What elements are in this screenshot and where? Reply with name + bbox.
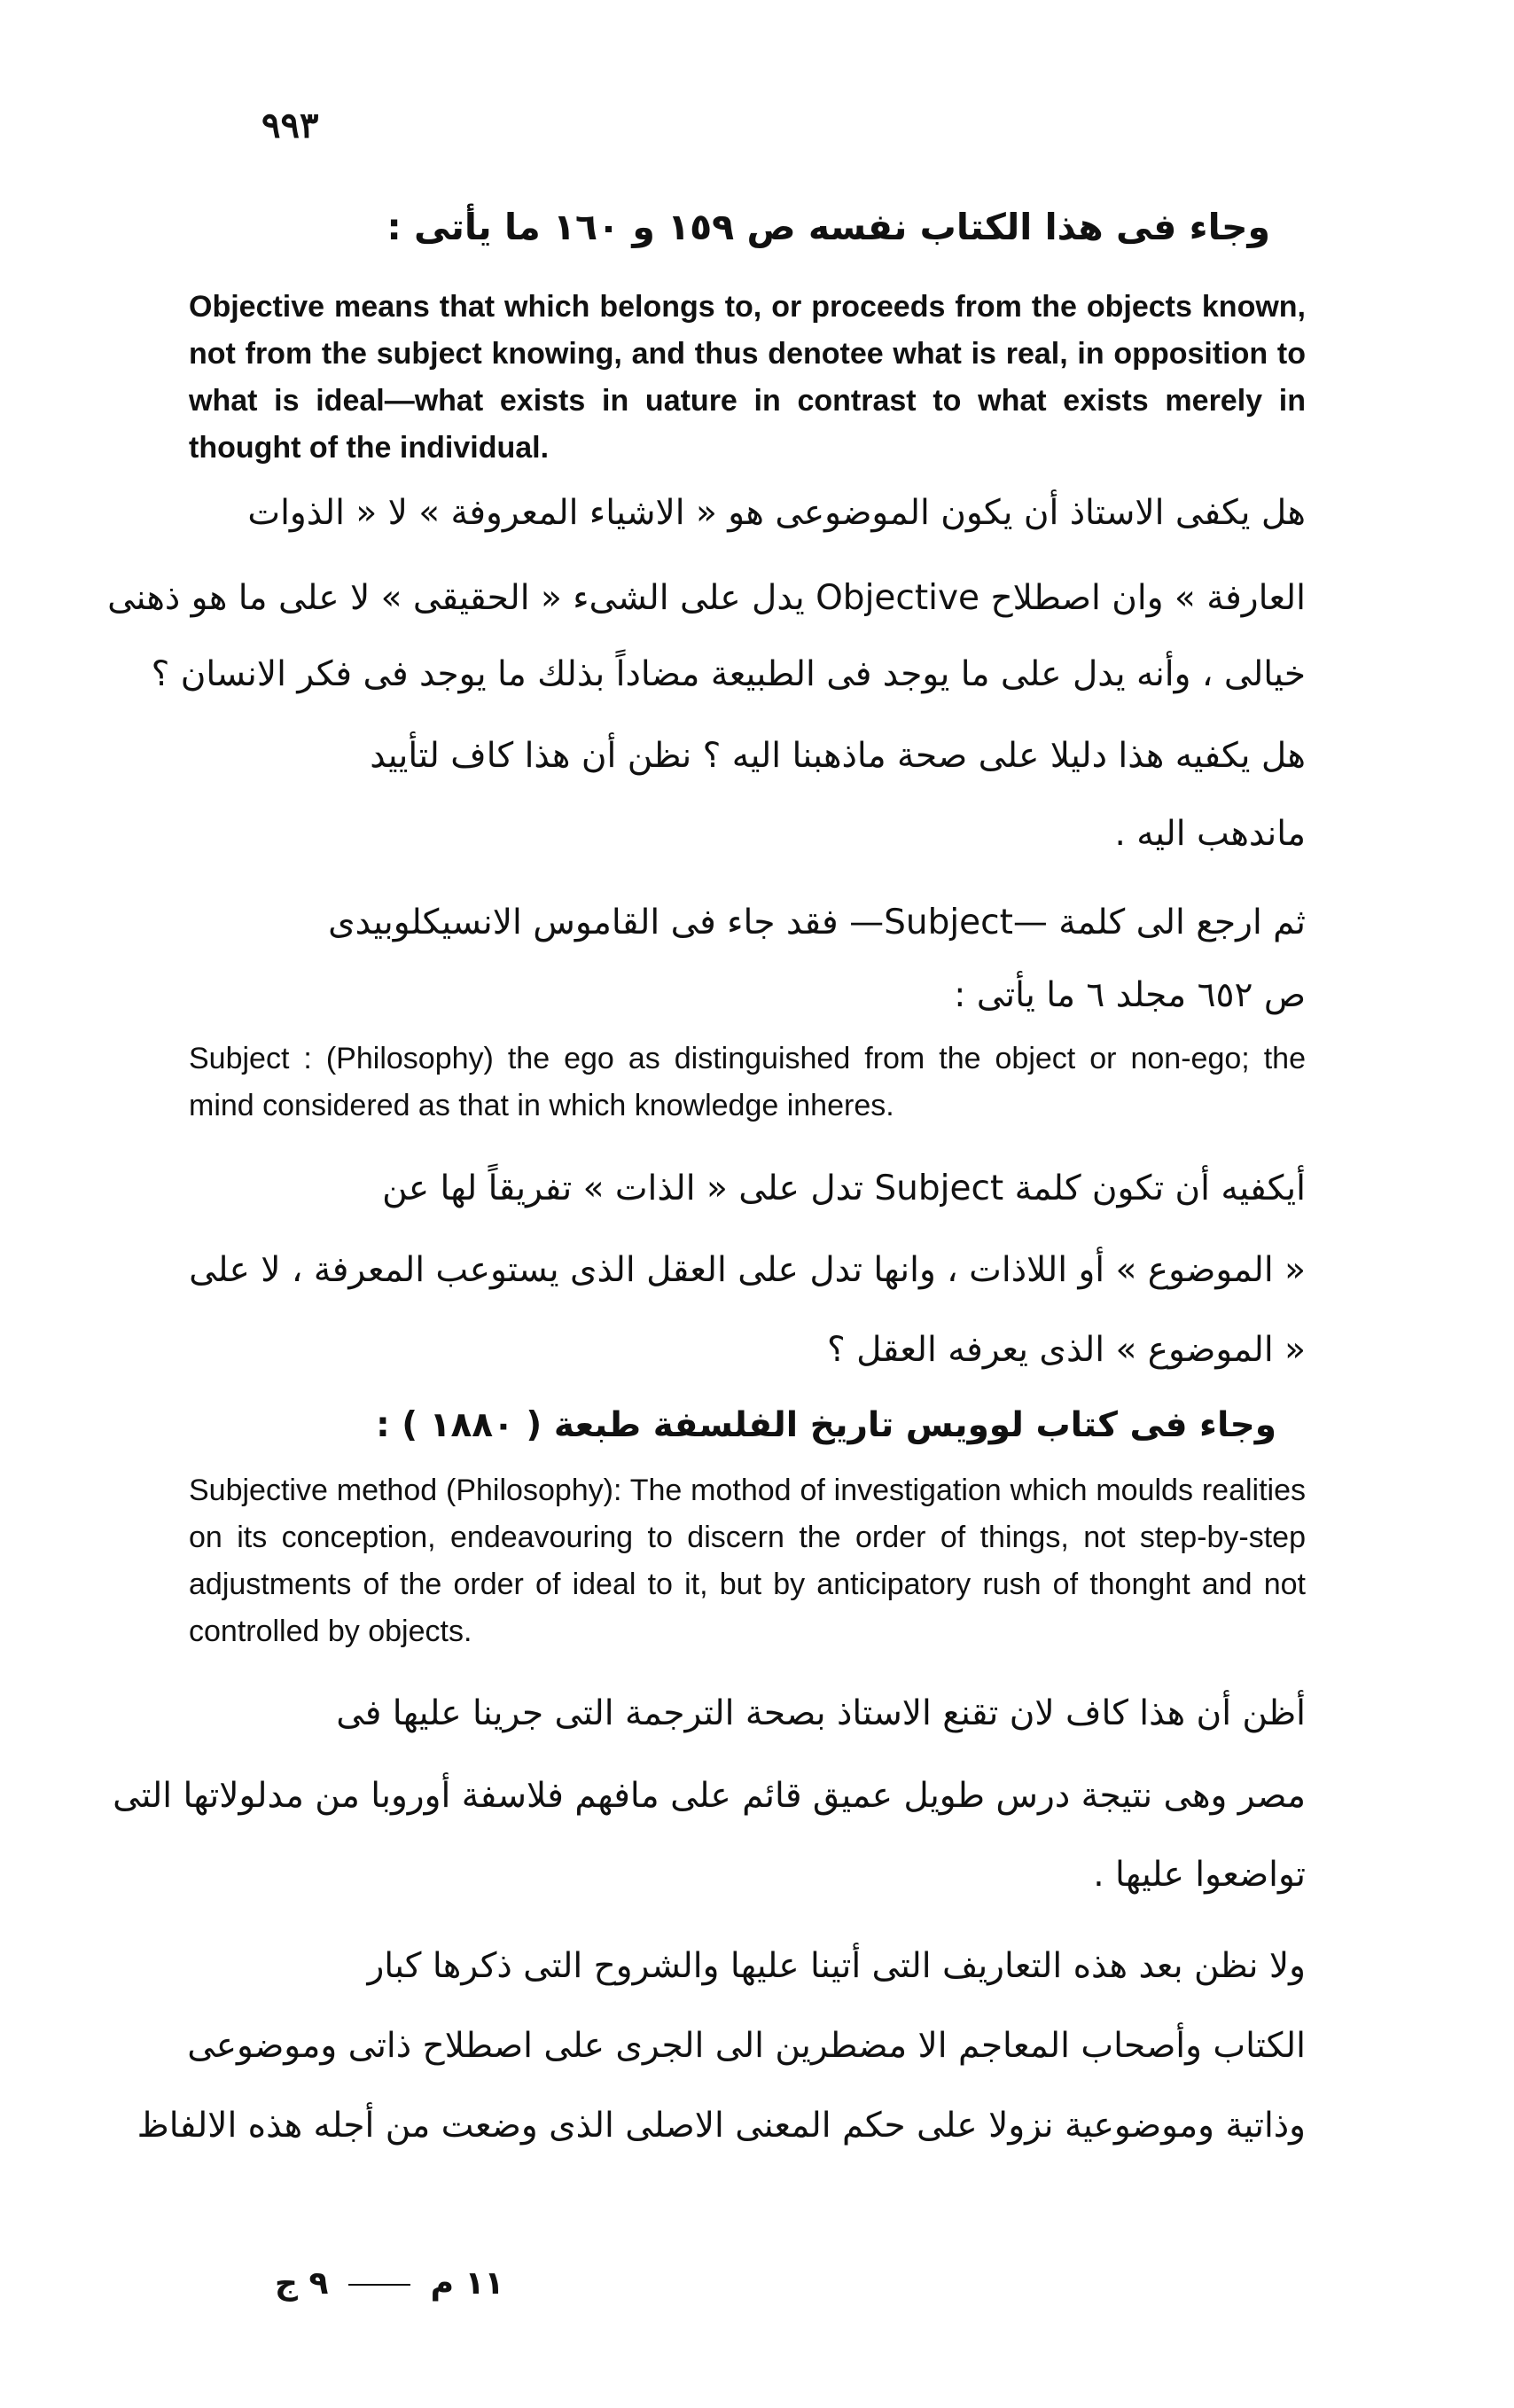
para5-line-2: الكتاب وأصحاب المعاجم الا مضطرين الى الجرى على اصطلاح ذاتى وموضوعى	[187, 2026, 1306, 2066]
signature-dash	[348, 2284, 410, 2286]
para3-line-3: « الموضوع » الذى يعرفه العقل ؟	[826, 1330, 1306, 1370]
para5-line-3: وذاتية وموضوعية نزولا على حكم المعنى الاصلى الذى وضعت من أجله هذه الالفاظ	[137, 2106, 1306, 2146]
heading-lewes: وجاء فى كتاب لوويس تاريخ الفلسفة طبعة ( ١٨٨٠ ) :	[376, 1405, 1276, 1445]
para1-line-5: ماندهب اليه .	[1114, 814, 1306, 854]
para3-line-2: « الموضوع » أو اللاذات ، وانها تدل على العقل الذى يستوعب المعرفة ، لا على	[189, 1250, 1306, 1290]
para4-line-3: تواضعوا عليها .	[1093, 1855, 1306, 1895]
para2-line-2: ص ٦٥٢ مجلد ٦ ما يأتى :	[954, 975, 1306, 1015]
signature-mark	[275, 2265, 503, 2302]
para4-line-1: أظن أن هذا كاف لان تقنع الاستاذ بصحة الترجمة التى جرينا عليها فى	[336, 1693, 1306, 1733]
quote-objective: Objective means that which belongs to, or proceeds from the objects known, not from the subject knowing, and thus denotee what is real, in opposition to what is ideal—what exists in uature in contrast to what exists merely in thought of the individual.	[189, 290, 1306, 465]
quote-subject: Subject : (Philosophy) the ego as distinguished from the object or non-ego; the mind considered as that in which knowledge inheres.	[189, 1042, 1306, 1122]
para4-line-2: مصر وهى نتيجة درس طويل عميق قائم على مافهم فلاسفة أوروبا من مدلولاتها التى	[113, 1776, 1306, 1816]
para3-line-1: أيكفيه أن تكون كلمة Subject تدل على « الذات » تفريقاً لها عن	[382, 1169, 1306, 1208]
para5-line-1: ولا نظن بعد هذه التعاريف التى أتينا عليها والشروح التى ذكرها كبار	[367, 1946, 1306, 1986]
signature-mark-left: ١١ م	[430, 2265, 504, 2302]
para2-line-1: ثم ارجع الى كلمة —Subject— فقد جاء فى القاموس الانسيكلوبيدى	[328, 903, 1306, 942]
para1-line-3: خيالى ، وأنه يدل على ما يوجد فى الطبيعة مضاداً بذلك ما يوجد فى فكر الانسان ؟	[151, 654, 1306, 694]
quote-subjective-method: Subjective method (Philosophy): The mothod of investigation which moulds realities on its conception, endeavouring to discern the order of things, not step-by-step adjustments of the order of ideal to it, but by anticipatory rush of thonght and not controlled by objects.	[189, 1474, 1306, 1648]
para1-line-4: هل يكفيه هذا دليلا على صحة ماذهبنا اليه ؟ نظن أن هذا كاف لتأييد	[370, 736, 1306, 776]
signature-mark-right: ٩ ج	[275, 2265, 329, 2302]
para1-line-2: العارفة » وان اصطلاح Objective يدل على الشىء « الحقيقى » لا على ما هو ذهنى	[107, 578, 1306, 618]
heading-quote-source: وجاء فى هذا الكتاب نفسه ص ١٥٩ و ١٦٠ ما يأتى :	[386, 206, 1270, 248]
para1-line-1: هل يكفى الاستاذ أن يكون الموضوعى هو « الاشياء المعروفة » لا « الذوات	[247, 493, 1306, 533]
page-number: ٩٩٣	[261, 105, 319, 146]
